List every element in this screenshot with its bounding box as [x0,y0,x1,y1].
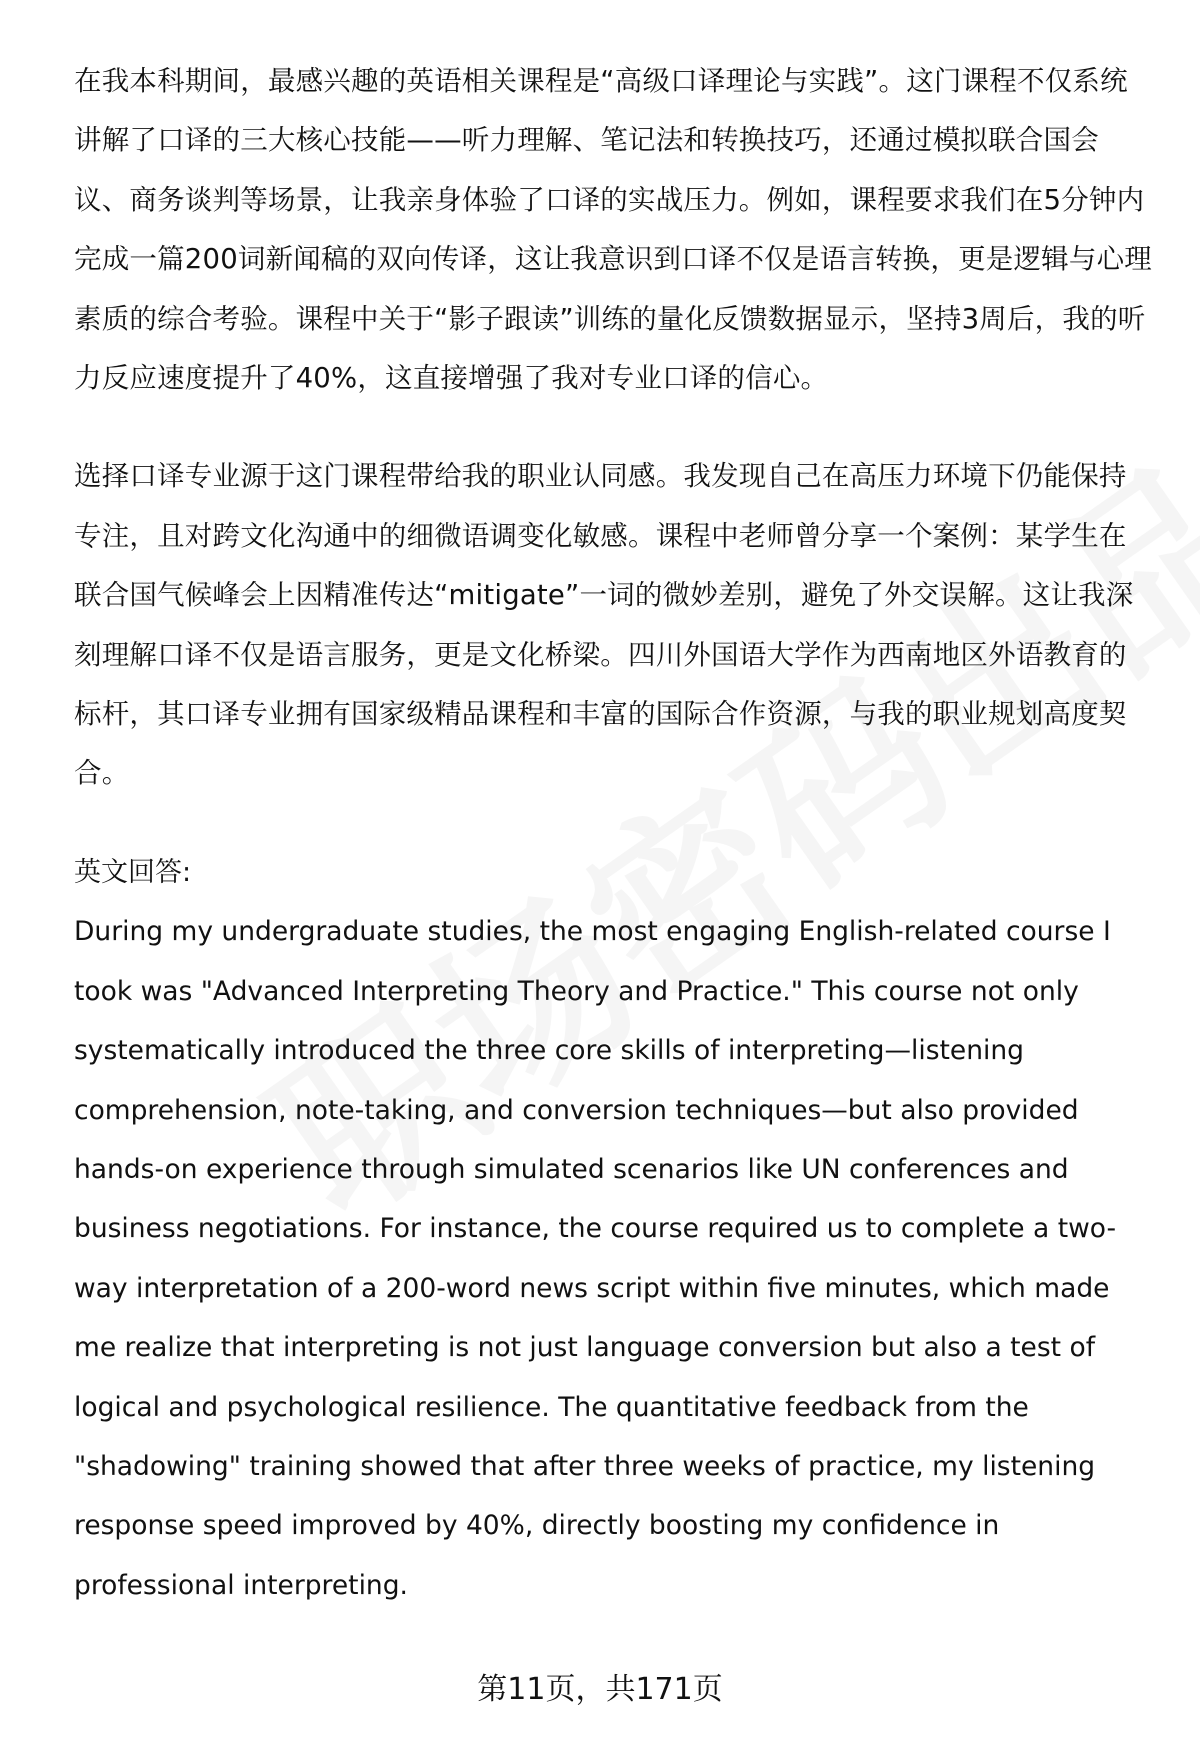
paragraph-zh-2: 选择口译专业源于这门课程带给我的职业认同感。我发现自己在高压力环境下仍能保持专注，且对跨文化沟通中的细微语调变化敏感。课程中老师曾分享一个案例：某学生在联合国气候峰会上因精准传达“mitigate”一词的微妙差别，避免了外交误解。这让我深刻理解口译不仅是语言服务，更是文化桥梁。四川外国语大学作为西南地区外语教育的标杆，其口译专业拥有国家级精品课程和丰富的国际合作资源，与我的职业规划高度契合。 [74,460,1134,790]
paragraph-zh-1: 在我本科期间，最感兴趣的英语相关课程是“高级口译理论与实践”。这门课程不仅系统讲解了口译的三大核心技能——听力理解、笔记法和转换技巧，还通过模拟联合国会议、商务谈判等场景，让我亲身体验了口译的实战压力。例如，课程要求我们在5分钟内完成一篇200词新闻稿的双向传译，这让我意识到口译不仅是语言转换，更是逻辑与心理素质的综合考验。课程中关于“影子跟读”训练的量化反馈数据显示，坚持3周后，我的听力反应速度提升了40%，这直接增强了我对专业口译的信心。 [74,65,1152,395]
page-number: 第11页，共171页 [477,1672,723,1707]
document-body [74,52,1154,1654]
english-answer-label: 英文回答: [74,856,192,888]
paragraph-en: During my undergraduate studies, the most engaging English-related course I took was "Advanced Interpreting Theory and Practice." This course not only systematically introduced the three core skills of interpreting—listening comprehension, note-taking, and conversion techniques—but also provided hands-on experience through simulated scenarios like UN conferences and business negotiations. For instance, the course required us to complete a two-way interpretation of a 200-word news script within five minutes, which made me realize that interpreting is not just language conversion but also a test of logical and psychological resilience. The quantitative feedback from the "shadowing" training showed that after three weeks of practice, my listening response speed improved by 40%, directly boosting my confidence in professional interpreting. [74,916,1117,1601]
